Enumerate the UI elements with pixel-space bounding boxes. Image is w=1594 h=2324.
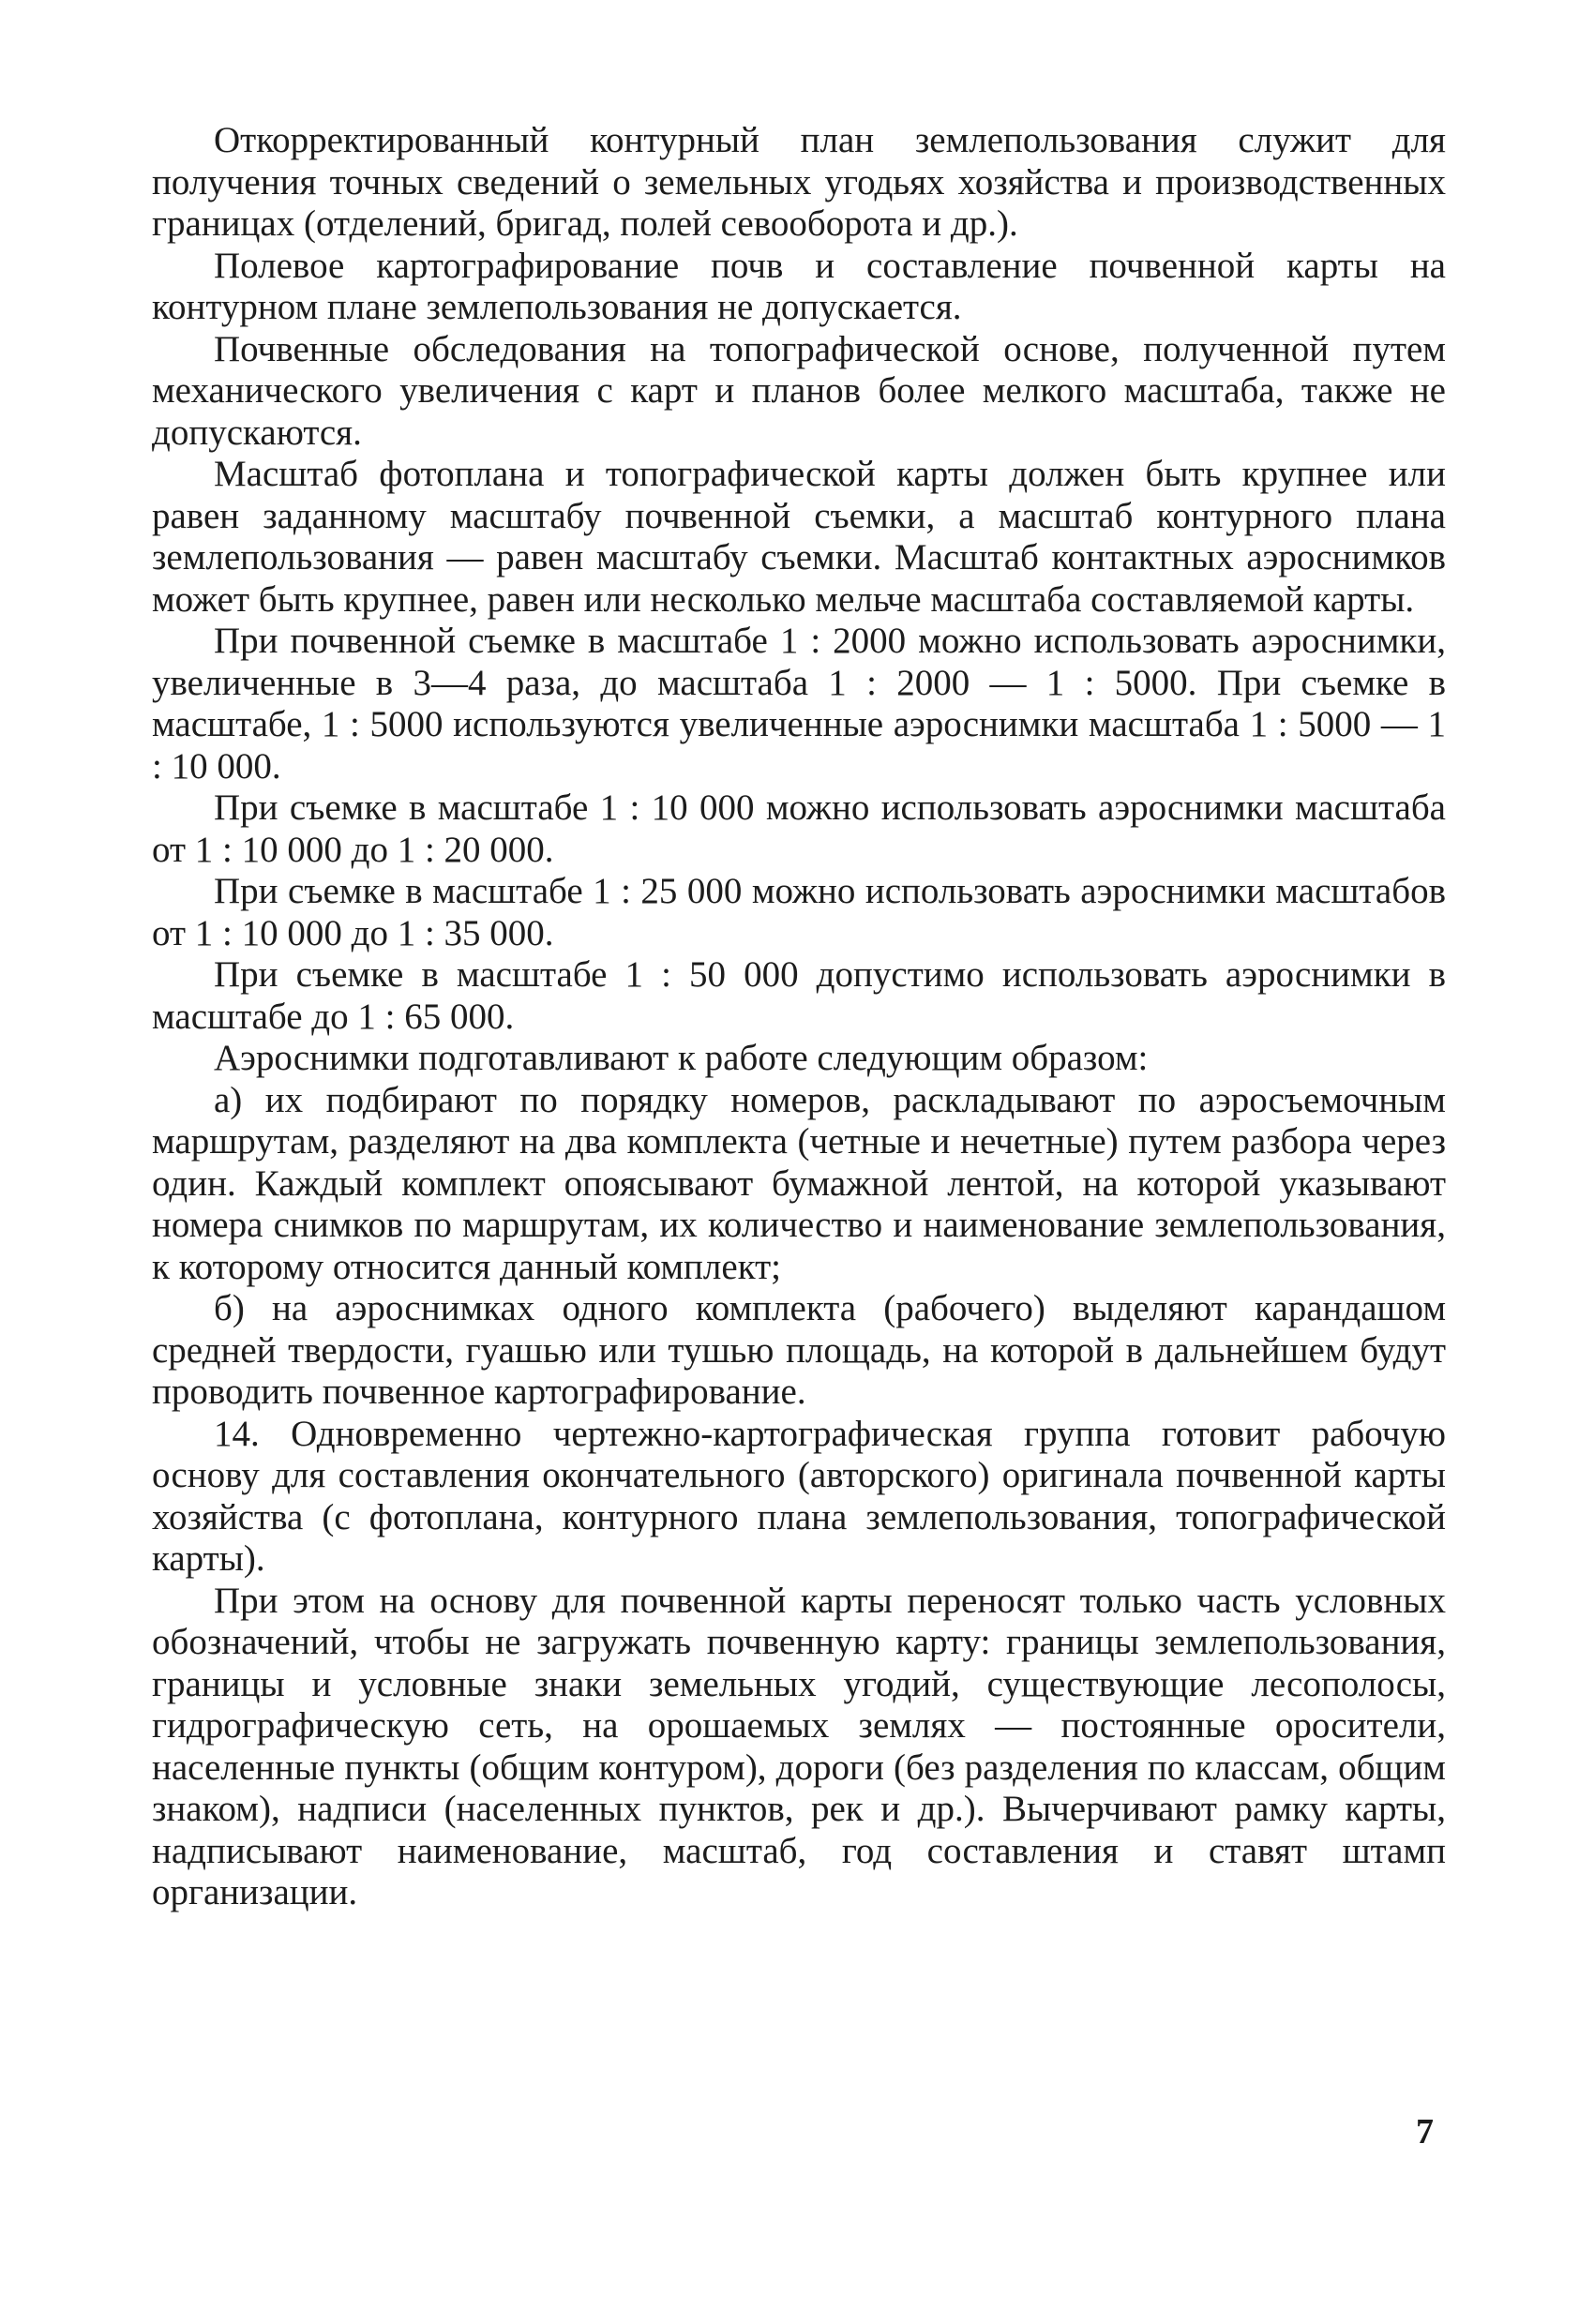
paragraph-12: 14. Одновременно чертежно-картографическая группа готовит рабочую основу для составления окончательного (авторского) оригинала почвенной карты хозяйства (с фотоплана, контурного плана землепользования, топографической карты). [152,1413,1446,1579]
paragraph-11: б) на аэроснимках одного комплекта (рабочего) выделяют карандашом средней твердости, гуашью или тушью площадь, на которой в дальнейшем будут проводить почвенное картографирование. [152,1288,1446,1412]
paragraph-13: При этом на основу для почвенной карты переносят только часть условных обозначений, чтобы не загружать почвенную карту: границы землепользования, границы и условные знаки земельных угодий, существующие лесополосы, гидрографическую сеть, на орошаемых землях — постоянные оросители, населенные пункты (общим контуром), дороги (без разделения по классам, общим знаком), надписи (населенных пунктов, рек и др.). Вычерчивают рамку карты, надписывают наименование, масштаб, год составления и ставят штамп организации. [152,1580,1446,1912]
paragraph-8: При съемке в масштабе 1 : 50 000 допустимо использовать аэроснимки в масштабе до 1 : 65 000. [152,954,1446,1037]
paragraph-4: Масштаб фотоплана и топографической карты должен быть крупнее или равен заданному масштабу почвенной съемки, а масштаб контурного плана землепользования — равен масштабу съемки. Масштаб контактных аэроснимков может быть крупнее, равен или несколько мельче масштаба составляемой карты. [152,454,1446,620]
paragraph-7: При съемке в масштабе 1 : 25 000 можно использовать аэроснимки масштабов от 1 : 10 000 до 1 : 35 000. [152,871,1446,953]
paragraph-5: При почвенной съемке в масштабе 1 : 2000 можно использовать аэроснимки, увеличенные в 3—4 раза, до масштаба 1 : 2000 — 1 : 5000. При съемке в масштабе, 1 : 5000 используются увеличенные аэроснимки масштаба 1 : 5000 — 1 : 10 000. [152,621,1446,787]
paragraph-9: Аэроснимки подготавливают к работе следующим образом: [214,1038,1149,1078]
paragraph-10: а) их подбирают по порядку номеров, раскладывают по аэросъемочным маршрутам, разделяют на два комплекта (четные и нечетные) путем разбора через один. Каждый комплект опоясывают бумажной лентой, на которой указывают номера снимков по маршрутам, их количество и наименование землепользования, к которому относится данный комплект; [152,1079,1446,1287]
page-number: 7 [1416,2112,1434,2152]
paragraph-6: При съемке в масштабе 1 : 10 000 можно использовать аэроснимки масштаба от 1 : 10 000 до 1 : 20 000. [152,787,1446,870]
page-body [152,120,1446,1914]
paragraph-3: Почвенные обследования на топографической основе, полученной путем механического увеличения с карт и планов более мелкого масштаба, также не допускаются. [152,328,1446,453]
paragraph-2: Полевое картографирование почв и составление почвенной карты на контурном плане землепользования не допускается. [152,245,1446,327]
paragraph-1: Откорректированный контурный план землепользования служит для получения точных сведений о земельных угодьях хозяйства и производственных границах (отделений, бригад, полей севооборота и др.). [152,120,1446,244]
